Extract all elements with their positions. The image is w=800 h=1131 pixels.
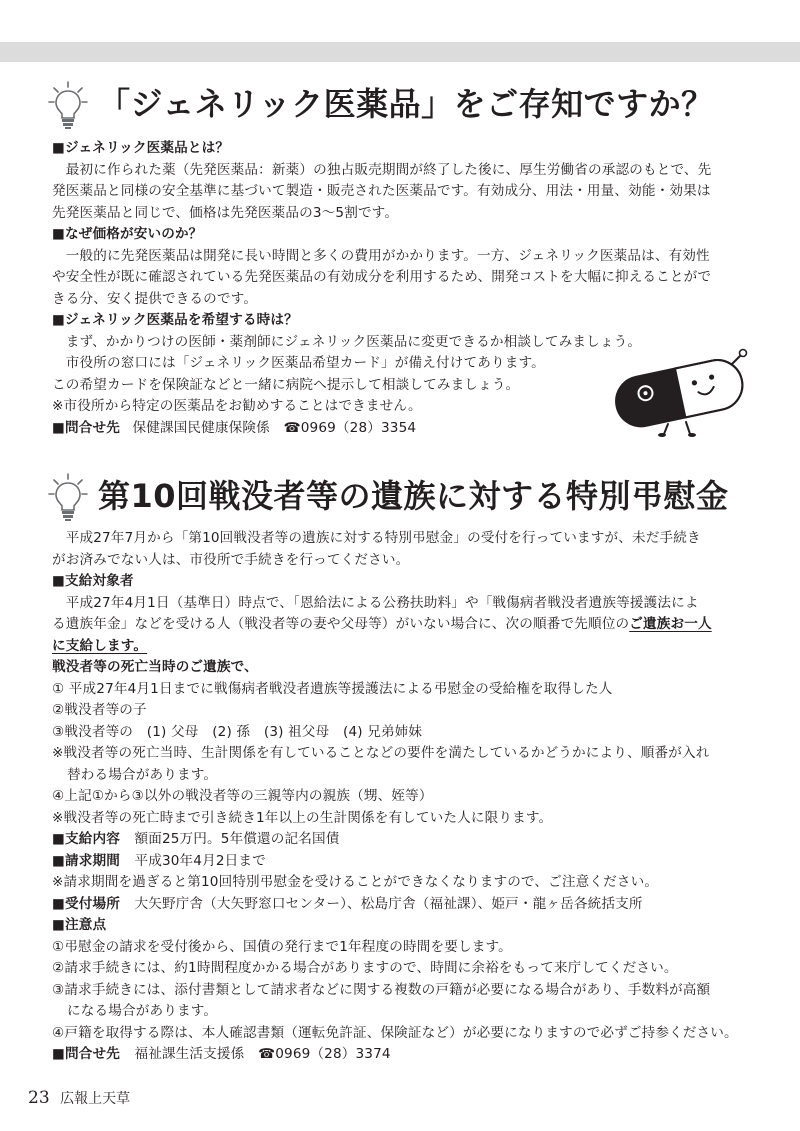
paragraph-line: や安全性が既に確認されている先発医薬品の有効成分を利用するため、開発コストを大幅に抑えることがで (52, 269, 712, 285)
contact-label: ■問合せ先 (52, 419, 120, 436)
order-line: ※戦没者等の死亡当時、生計関係を有していることなどの要件を満たしているかどうかにより、順番が入れ (52, 745, 710, 761)
paragraph-line (52, 636, 752, 658)
section2-title: 第10回戦没者等の遺族に対する特別弔慰金 (98, 477, 729, 515)
heading-what-is: ■ジェネリック医薬品とは？ (52, 140, 230, 156)
paragraph-line (52, 614, 752, 636)
note-line-cont: になる場合があります。 (67, 1003, 218, 1019)
publication-name: 広報上天草 (60, 1091, 131, 1107)
capsule-mascot (610, 346, 750, 438)
order-line: ④上記①から③以外の戦没者等の三親等内の親族（甥、姪等） (52, 788, 433, 804)
order-line: ③戦没者等の (1) 父母 (2) 孫 (3) 祖父母 (4) 兄弟姉妹 (52, 723, 423, 740)
paragraph-line: 市役所の窓口には「ジェネリック医薬品希望カード」が備え付けてあります。 (52, 355, 545, 371)
order-heading: 戦没者等の死亡当時のご遺族で、 (52, 659, 258, 675)
paragraph-line: 最初に作られた薬（先発医薬品：新薬）の独占販売期間が終了した後に、厚生労働省の承認のもとで、先 (52, 161, 712, 178)
target-emphasis: ご遺族お一人 (629, 616, 712, 632)
order-line: ※戦没者等の死亡時まで引き続き1年以上の生計関係を有していた人に限ります。 (52, 809, 553, 826)
section1-title: 「ジェネリック医薬品」をご存知ですか？ (98, 85, 714, 123)
period-row (52, 851, 752, 873)
period-note: ※請求期間を過ぎると第10回特別弔慰金を受けることができなくなりますので、ご注意ください。 (52, 874, 659, 890)
place-label: ■受付場所 (52, 895, 120, 912)
place-row (52, 894, 752, 916)
paragraph-line: きる分、安く提供できるのです。 (52, 290, 258, 307)
period-text: 平成30年4月2日まで (134, 852, 266, 869)
paragraph-line: ※市役所から特定の医薬品をお勧めすることはできません。 (52, 398, 422, 414)
paragraph-line: この希望カードを保険証などと一緒に病院へ提示して相談してみましょう。 (52, 376, 520, 393)
target-emphasis-cont: に支給します。 (52, 637, 148, 654)
section2-title-row (48, 472, 768, 524)
content-row (52, 829, 752, 851)
place-text: 大矢野庁舎（大矢野窓口センター）、松島庁舎（福祉課）、姫戸・龍ヶ岳各統括支所 (134, 895, 643, 912)
notes-heading: ■注意点 (52, 917, 107, 933)
lightbulb-icon (48, 472, 94, 522)
period-label: ■請求期間 (52, 852, 120, 869)
heading-how-to-request: ■ジェネリック医薬品を希望する時は？ (52, 312, 298, 328)
paragraph-line: 発医薬品と同様の安全基準に基づいて製造・販売された医薬品です。有効成分、用法・用量、効能・効果は (52, 183, 711, 199)
contact-label: ■問合せ先 (52, 1046, 120, 1062)
page-number: 23 (28, 1088, 50, 1108)
paragraph-line: 一般的に先発医薬品は開発に長い時間と多くの費用がかかります。一方、ジェネリック医薬品は、有効性 (52, 247, 710, 264)
contact-row (52, 1044, 752, 1066)
target-text: る遺族年金」などを受ける人（戦没者等の妻や父母等）がいない場合に、次の順番で先順位の (52, 616, 630, 632)
page-footer (28, 1088, 130, 1108)
heading-target: ■支給対象者 (52, 573, 134, 589)
note-line: ④戸籍を取得する際は、本人確認書類（運転免許証、保険証など）が必要になりますので必ずご持参ください。 (52, 1024, 738, 1041)
paragraph-line: 平成27年4月1日（基準日）時点で、「恩給法による公務扶助料」や「戦傷病者戦没者遺族等援護法によ (52, 594, 699, 611)
order-line: ① 平成27年4月1日までに戦傷病者戦没者遺族等援護法による弔慰金の受給権を取得した人 (52, 680, 613, 697)
note-line: ②請求手続きには、約1時間程度かかる場合がありますので、時間に余裕をもって来庁してください。 (52, 960, 678, 976)
section1-title-row (48, 80, 768, 132)
section2-body (52, 528, 752, 1066)
content-label: ■支給内容 (52, 831, 120, 847)
note-line: ①弔慰金の請求を受付後から、国債の発行まで1年程度の時間を要します。 (52, 938, 512, 955)
paragraph-line: まず、かかりつけの医師・薬剤師にジェネリック医薬品に変更できるか相談してみましょう。 (52, 333, 642, 350)
content-text: 額面25万円。5年償還の記名国債 (134, 831, 340, 847)
top-band (0, 42, 800, 62)
paragraph-line: 平成27年7月から「第10回戦没者等の遺族に対する特別弔慰金」の受付を行っていますが、未だ手続き (52, 530, 701, 546)
lightbulb-icon (48, 80, 94, 130)
paragraph-line: 先発医薬品と同じで、価格は先発医薬品の3～5割です。 (52, 204, 399, 221)
note-line: ③請求手続きには、添付書類として請求者などに関する複数の戸籍が必要になる場合があり、手数料が高額 (52, 981, 711, 998)
heading-why-cheap: ■なぜ価格が安いのか？ (52, 226, 203, 242)
order-line: ②戦没者等の子 (52, 702, 147, 718)
contact-text: 保健課国民健康保険係 ☎0969（28）3354 (132, 419, 417, 436)
order-line-cont: 替わる場合があります。 (67, 766, 218, 783)
contact-text: 福祉課生活支援係 ☎0969（28）3374 (134, 1046, 391, 1062)
paragraph-line: がお済みでない人は、市役所で手続きを行ってください。 (52, 551, 410, 568)
